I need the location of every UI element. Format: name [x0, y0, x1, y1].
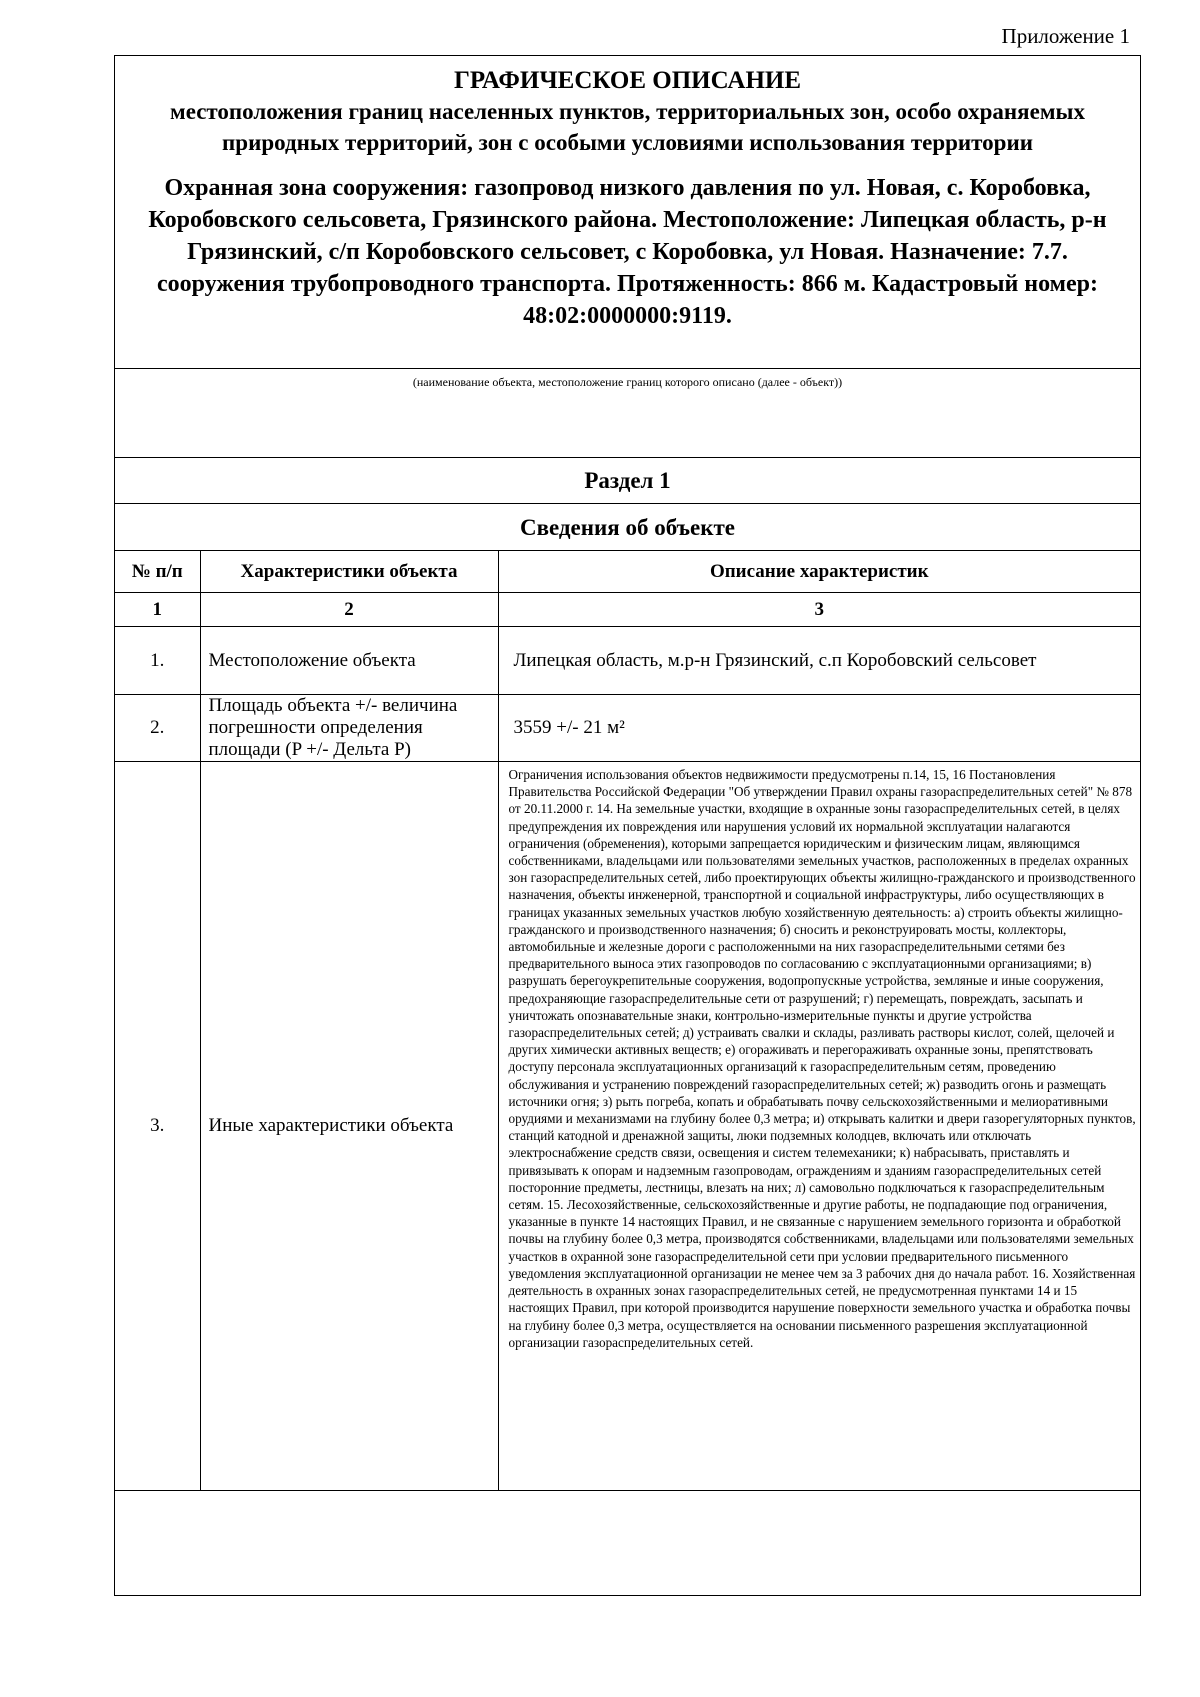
section-title: Раздел 1 [115, 457, 1140, 503]
row-description: Липецкая область, м.р-н Грязинский, с.п Коробовский сельсовет [498, 627, 1140, 695]
row-characteristic: Иные характеристики объекта [200, 762, 498, 1491]
row-number: 1. [115, 627, 200, 695]
table-row [115, 695, 1140, 762]
object-name: Охранная зона сооружения: газопровод низкого давления по ул. Новая, с. Коробовка, Коробовского сельсовета, Грязинского района. Местоположение: Липецкая область, р-н Грязинский, с/п Коробовского сельсовет, с Коробовка, ул Новая. Назначение: 7.7. сооружения трубопроводного транспорта. Протяженность: 866 м. Кадастровый номер: 48:02:0000000:9119. [148, 175, 1107, 329]
row-number: 3. [115, 762, 200, 1491]
table-header-row [115, 551, 1140, 593]
table-row [115, 627, 1140, 695]
info-title: Сведения об объекте [115, 503, 1140, 550]
index-cell: 3 [498, 593, 1140, 627]
document-frame [114, 55, 1141, 1596]
object-info-table [115, 550, 1140, 1491]
document-subtitle: местоположения границ населенных пунктов, территориальных зон, особо охраняемых природных территорий, зон с особыми условиями использования территории [170, 99, 1085, 155]
appendix-label: Приложение 1 [1001, 24, 1130, 48]
row-description: 3559 +/- 21 м² [498, 695, 1140, 762]
table-row [115, 762, 1140, 1491]
row-description: Ограничения использования объектов недвижимости предусмотрены п.14, 15, 16 Постановления Правительства Российской Федерации "Об утверждении Правил охраны газораспределительных сетей" № 878 от 20.11.2000 г. 14. На земельные участки, входящие в охранные зоны газораспределительных сетей, в целях предупреждения их повреждения или нарушения условий их нормальной эксплуатации налагаются ограничения (обременения), которыми запрещается юридическим и физическим лицам, являющимся собственниками, владельцами или пользователями земельных участков, расположенных в пределах охранных зон газораспределительных сетей, либо проектирующих объекты жилищно-гражданского и производственного назначения, объекты инженерной, транспортной и социальной инфраструктуры, либо осуществляющих в границах указанных земельных участков любую хозяйственную деятельность: а) строить объекты жилищно-гражданского и производственного назначения; б) сносить и реконструировать мосты, коллекторы, автомобильные и железные дороги с расположенными на них газораспределительными сетями без предварительного выноса этих газопроводов по согласованию с эксплуатационными организациями; в) разрушать берегоукрепительные сооружения, водопропускные устройства, земляные и иные сооружения, предохраняющие газораспределительные сети от разрушений; г) перемещать, повреждать, засыпать и уничтожать опознавательные знаки, контрольно-измерительные пункты и другие устройства газораспределительных сетей; д) устраивать свалки и склады, разливать растворы кислот, солей, щелочей и других химически активных веществ; е) огораживать и перегораживать охранные зоны, препятствовать доступу персонала эксплуатационных организаций к газораспределительным сетям, проведению обслуживания и устранению повреждений газораспределительных сетей; ж) разводить огонь и размещать источники огня; з) рыть погреба, копать и обрабатывать почву сельскохозяйственными и мелиоративными орудиями и механизмами на глубину более 0,3 метра; и) открывать калитки и двери газорегуляторных пунктов, станций катодной и дренажной защиты, люки подземных колодцев, включать или отключать электроснабжение средств связи, освещения и систем телемеханики; к) набрасывать, приставлять и привязывать к опорам и надземным газопроводам, ограждениям и зданиям газораспределительных сетей посторонние предметы, лестницы, влезать на них; л) самовольно подключаться к газораспределительным сетям. 15. Лесохозяйственные, сельскохозяйственные и другие работы, не подпадающие под ограничения, указанные в пункте 14 настоящих Правил, и не связанные с нарушением земельного горизонта и обработкой почвы на глубину более 0,3 метра, производятся собственниками, владельцами или пользователями земельных участков в охранной зоне газораспределительной сети при условии предварительного письменного уведомления эксплуатационной организации не менее чем за 3 рабочих дня до начала работ. 16. Хозяйственная деятельность в охранных зонах газораспределительных сетей, не предусмотренная пунктами 14 и 15 настоящих Правил, при которой производится нарушение поверхности земельного участка и обработка почвы на глубину более 0,3 метра, осуществляется на основании письменного разрешения эксплуатационной организации газораспределительных сетей. [498, 762, 1140, 1491]
row-number: 2. [115, 695, 200, 762]
object-caption: (наименование объекта, местоположение границ которого описано (далее - объект)) [115, 368, 1140, 457]
index-cell: 2 [200, 593, 498, 627]
empty-area [115, 1429, 1140, 1595]
index-cell: 1 [115, 593, 200, 627]
document-header [115, 56, 1140, 368]
document-title: ГРАФИЧЕСКОЕ ОПИСАНИЕ [453, 67, 802, 94]
row-characteristic: Площадь объекта +/- величина погрешности определения площади (P +/- Дельта P) [200, 695, 498, 762]
table-index-row [115, 593, 1140, 627]
header-characteristic: Характеристики объекта [200, 551, 498, 593]
row-characteristic: Местоположение объекта [200, 627, 498, 695]
header-number: № п/п [115, 551, 200, 593]
header-description: Описание характеристик [498, 551, 1140, 593]
